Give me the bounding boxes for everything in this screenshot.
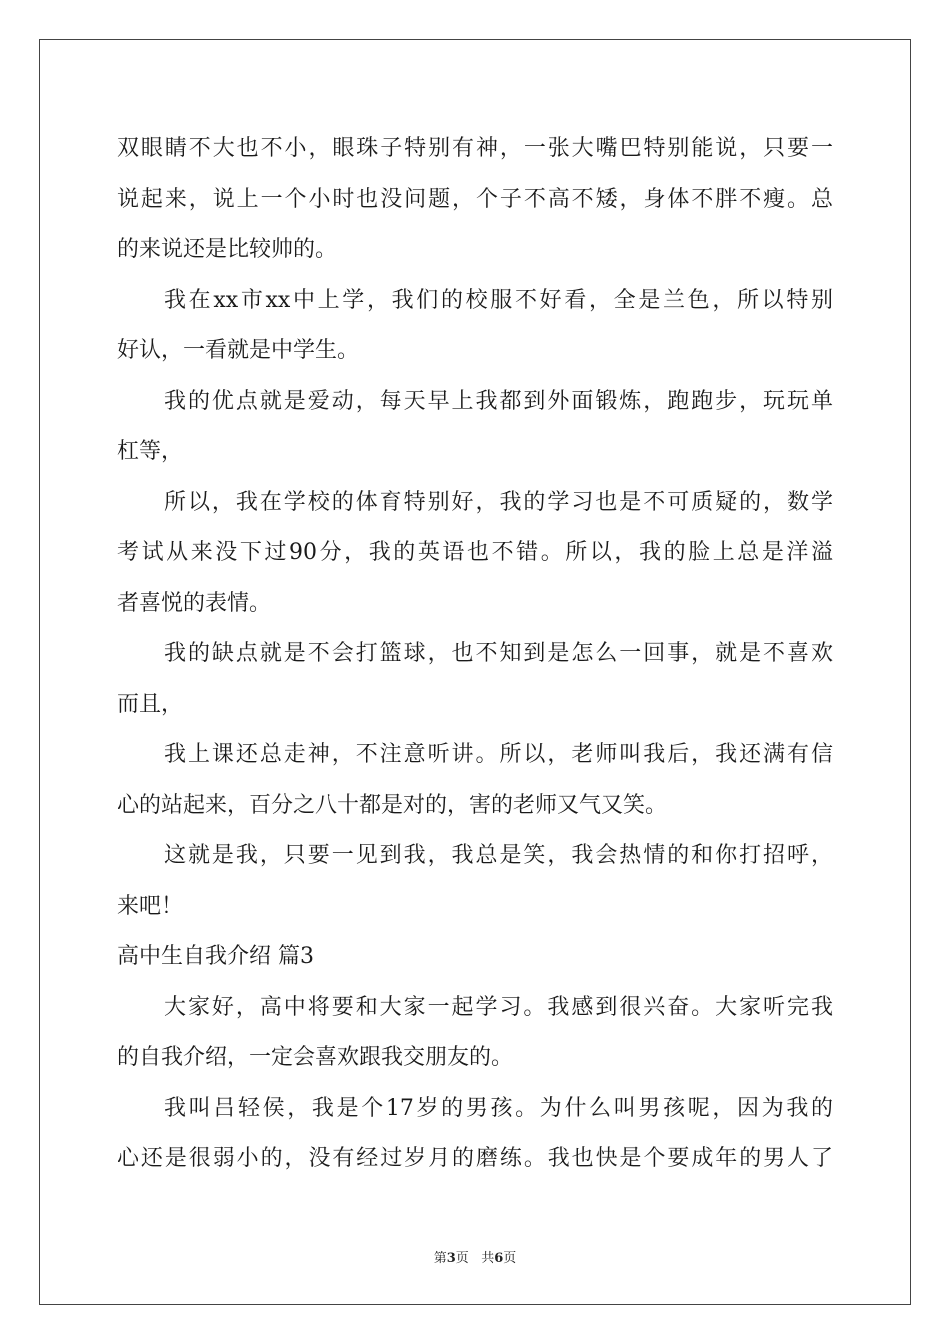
total-suffix: 页: [503, 1251, 517, 1266]
text-line: 好认，一看就是中学生。: [117, 338, 360, 363]
total-page-number: 6: [494, 1251, 504, 1266]
paragraph-start: 我的缺点就是不会打篮球，也不知到是怎么一回事，就是不喜欢: [164, 641, 833, 666]
paragraph-start: 所以，我在学校的体育特别好，我的学习也是不可质疑的，数学: [164, 489, 833, 515]
paragraph-start: 大家好，高中将要和大家一起学习。我感到很兴奋。大家听完我: [164, 994, 833, 1020]
text-line: 杠等，: [117, 439, 184, 464]
text-line: 来吧！: [117, 893, 184, 919]
section-heading: 高中生自我介绍 篇3: [117, 944, 314, 969]
total-prefix: 共: [481, 1251, 495, 1266]
text-line: 者喜悦的表情。: [117, 590, 272, 616]
paragraph-start: 这就是我，只要一见到我，我总是笑，我会热情的和你打招呼，: [164, 843, 833, 868]
page-footer: [0, 1247, 950, 1266]
text-line: 心的站起来，百分之八十都是对的，害的老师又气又笑。: [117, 792, 668, 818]
text-line: 而且，: [117, 691, 184, 717]
document-body: [117, 124, 833, 1185]
paragraph-start: 我的优点就是爱动，每天早上我都到外面锻炼，跑跑步，玩玩单: [164, 388, 833, 414]
text-line: 心还是很弱小的，没有经过岁月的磨练。我也快是个要成年的男人了: [117, 1146, 833, 1171]
page-suffix: 页: [455, 1251, 469, 1266]
paragraph-start: 我上课还总走神，不注意听讲。所以，老师叫我后，我还满有信: [164, 742, 833, 767]
current-page-number: 3: [446, 1251, 456, 1266]
text-line: 考试从来没下过90分，我的英语也不错。所以，我的脸上总是洋溢: [117, 540, 833, 565]
paragraph-start: 我在xx市xx中上学，我们的校服不好看，全是兰色，所以特别: [164, 287, 833, 313]
page-prefix: 第: [433, 1251, 447, 1266]
paragraph-start: 我叫吕轻侯，我是个17岁的男孩。为什么叫男孩呢，因为我的: [164, 1095, 833, 1121]
text-line: 说起来，说上一个小时也没问题，个子不高不矮，身体不胖不瘦。总: [117, 186, 833, 212]
text-line: 双眼睛不大也不小，眼珠子特别有神，一张大嘴巴特别能说，只要一: [117, 136, 833, 161]
text-line: 的来说还是比较帅的。: [117, 237, 338, 262]
text-line: 的自我介绍，一定会喜欢跟我交朋友的。: [117, 1045, 514, 1070]
